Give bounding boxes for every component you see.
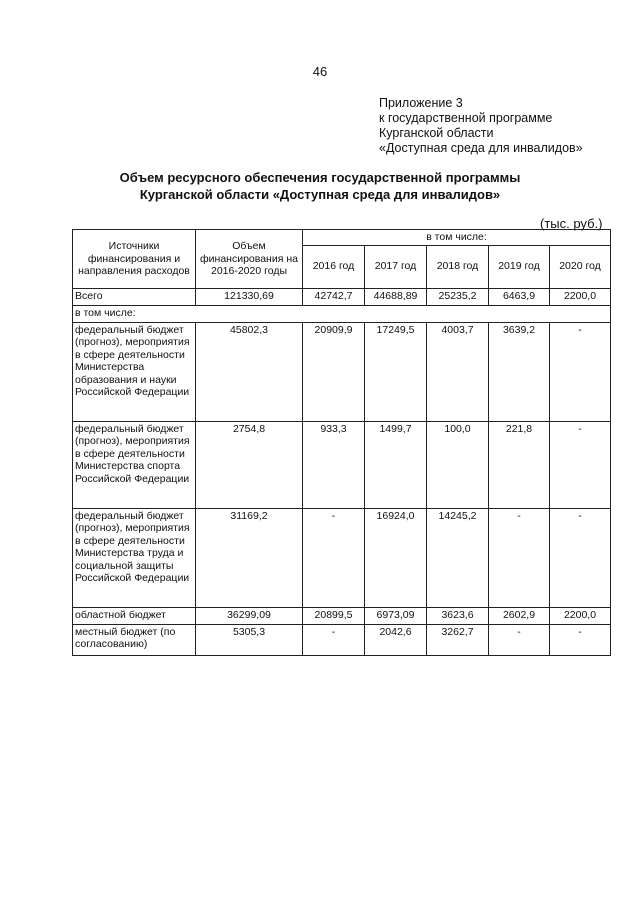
table-row [73, 322, 611, 421]
header-row [73, 230, 611, 246]
row-value: - [550, 508, 611, 607]
document-title [0, 169, 640, 203]
budget-table [72, 229, 611, 656]
row-label: областной бюджет [73, 607, 196, 624]
row-label: федеральный бюджет (прогноз), мероприятия в сфере деятельности Министерства спорта Российской Федерации [73, 421, 196, 508]
appendix-line: Приложение 3 [379, 96, 463, 110]
header-year: 2016 год [303, 245, 365, 288]
row-value: 20909,9 [303, 322, 365, 421]
row-value: - [550, 421, 611, 508]
row-label: федеральный бюджет (прогноз), мероприятия в сфере деятельности Министерства труда и социальной защиты Российской Федерации [73, 508, 196, 607]
header-year: 2018 год [427, 245, 489, 288]
row-value: 1499,7 [365, 421, 427, 508]
appendix-line: Курганской области [379, 126, 494, 140]
row-value: 4003,7 [427, 322, 489, 421]
row-value: 3623,6 [427, 607, 489, 624]
row-value: 25235,2 [427, 288, 489, 305]
header-including: в том числе: [303, 230, 611, 246]
units-label: (тыс. руб.) [540, 216, 603, 231]
row-value: 3262,7 [427, 624, 489, 655]
including-row [73, 305, 611, 322]
row-value: 2200,0 [550, 288, 611, 305]
row-value: - [489, 624, 550, 655]
row-value: 20899,5 [303, 607, 365, 624]
row-total: 31169,2 [196, 508, 303, 607]
row-value: - [303, 508, 365, 607]
row-value: 6463,9 [489, 288, 550, 305]
row-value: 2602,9 [489, 607, 550, 624]
row-label: Всего [73, 288, 196, 305]
header-total: Объем финансирования на 2016-2020 годы [196, 230, 303, 289]
row-value: - [550, 624, 611, 655]
appendix-line: к государственной программе [379, 111, 553, 125]
row-total: 2754,8 [196, 421, 303, 508]
header-year: 2020 год [550, 245, 611, 288]
row-value: - [550, 322, 611, 421]
including-label: в том числе: [73, 305, 611, 322]
row-value: 44688,89 [365, 288, 427, 305]
row-value: 16924,0 [365, 508, 427, 607]
title-line: Курганской области «Доступная среда для инвалидов» [139, 187, 501, 202]
table-row [73, 508, 611, 607]
header-year: 2017 год [365, 245, 427, 288]
table-row [73, 288, 611, 305]
row-value: 100,0 [427, 421, 489, 508]
table-row [73, 421, 611, 508]
row-value: - [303, 624, 365, 655]
row-value: 2200,0 [550, 607, 611, 624]
table-row [73, 624, 611, 655]
row-value: 221,8 [489, 421, 550, 508]
row-value: 6973,09 [365, 607, 427, 624]
row-value: 933,3 [303, 421, 365, 508]
header-source: Источники финансирования и направления расходов [73, 230, 196, 289]
row-value: 14245,2 [427, 508, 489, 607]
row-value: 3639,2 [489, 322, 550, 421]
header-year: 2019 год [489, 245, 550, 288]
title-line: Объем ресурсного обеспечения государственной программы [119, 170, 521, 185]
row-total: 5305,3 [196, 624, 303, 655]
row-value: 42742,7 [303, 288, 365, 305]
row-value: 2042,6 [365, 624, 427, 655]
row-value: - [489, 508, 550, 607]
row-total: 45802,3 [196, 322, 303, 421]
page-number: 46 [312, 64, 328, 79]
row-label: местный бюджет (по согласованию) [73, 624, 196, 655]
row-total: 36299,09 [196, 607, 303, 624]
appendix-note [379, 96, 583, 156]
row-total: 121330,69 [196, 288, 303, 305]
appendix-line: «Доступная среда для инвалидов» [379, 141, 583, 155]
table-row [73, 607, 611, 624]
row-value: 17249,5 [365, 322, 427, 421]
row-label: федеральный бюджет (прогноз), мероприятия в сфере деятельности Министерства образования и науки Российской Федерации [73, 322, 196, 421]
